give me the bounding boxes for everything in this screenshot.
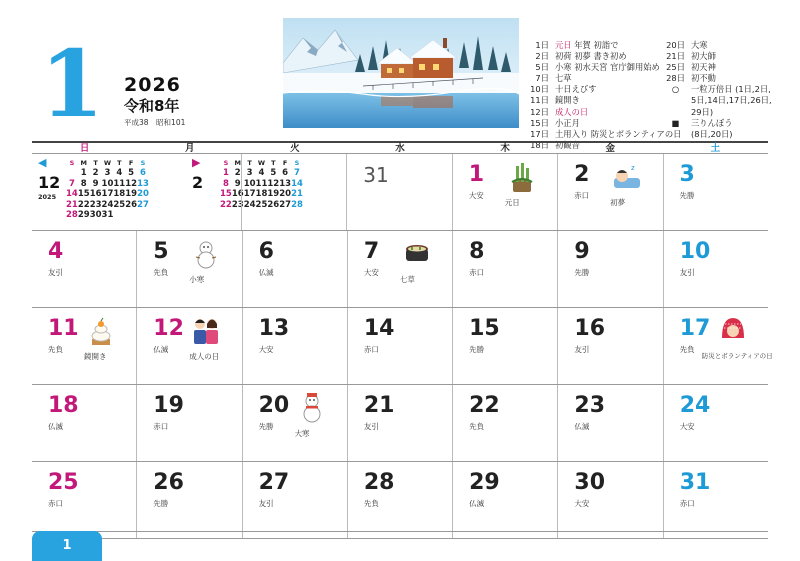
heisei-showa: 平成38 昭和101 [124, 118, 186, 127]
day-number: 11 [48, 316, 79, 341]
event-text: 29日) [691, 106, 714, 117]
day-number: 4 [48, 239, 64, 264]
mini-day: 16 [89, 189, 102, 200]
day-cell [136, 462, 241, 538]
rokuyo-label: 仏滅 [153, 345, 169, 354]
event-label: 小寒 [189, 275, 205, 284]
event-text [555, 118, 580, 129]
day-number: 10 [679, 239, 711, 264]
event-row [666, 51, 772, 62]
day-number: 9 [574, 239, 590, 264]
day-cell [242, 462, 347, 538]
mochi-icon [86, 314, 116, 348]
rokuyo-label: 赤口 [363, 345, 379, 354]
mini-calendar-prev [38, 156, 149, 221]
mini-day: 26 [267, 199, 280, 210]
mini-month: 12 [38, 173, 61, 192]
event-date [666, 95, 685, 106]
event-text: 5日,14日,17日,26日, [691, 95, 772, 106]
day-cell [557, 385, 662, 461]
mini-day: 22 [220, 199, 232, 210]
day-number: 8 [469, 239, 485, 264]
day-cell [452, 462, 557, 538]
mini-head: W [103, 159, 112, 167]
day-cell [346, 154, 451, 230]
rokuyo-label: 先勝 [469, 345, 485, 354]
event-date: 12日 [530, 106, 549, 117]
event-row [528, 118, 681, 129]
day-cell [557, 462, 662, 538]
day-cell [557, 308, 662, 384]
event-row [666, 107, 772, 118]
event-date: 21日 [666, 51, 685, 62]
event-text [555, 107, 588, 118]
day-cell [347, 462, 452, 538]
week-row [32, 231, 768, 308]
mini-head: W [257, 159, 266, 167]
rokuyo-label: 赤口 [48, 499, 63, 508]
event-date: ■ [671, 117, 680, 128]
day-cell [242, 385, 347, 461]
mini-day: 11 [255, 178, 268, 189]
year: 2026 [124, 74, 181, 96]
day-cell [663, 385, 768, 461]
winter-cabin-illustration [283, 18, 519, 128]
mini-day: 12 [125, 178, 138, 189]
day-cell [663, 154, 768, 230]
event-row [666, 73, 772, 84]
rokuyo-label: 先勝 [574, 268, 590, 277]
snowman-icon [191, 237, 221, 271]
event-row [666, 40, 772, 51]
day-number: 25 [48, 470, 79, 495]
mini-day: 7 [68, 178, 75, 189]
mini-head: F [128, 159, 134, 167]
day-number: 3 [679, 162, 695, 187]
event-row [528, 51, 681, 62]
day-number: 17 [679, 316, 711, 341]
mini-table [66, 158, 149, 220]
mini-day: 20 [137, 189, 149, 200]
event-text [555, 84, 597, 95]
event-date: 11日 [530, 95, 549, 106]
mini-calendars-cell [32, 154, 303, 230]
mini-day: 19 [125, 189, 138, 200]
mini-day: 5 [270, 168, 277, 179]
day-number: 15 [469, 316, 500, 341]
event-row [528, 95, 681, 106]
mini-head: S [69, 159, 75, 167]
day-cell [32, 385, 136, 461]
event-part: 小寒 初水天宮 官庁御用始め [555, 62, 660, 73]
weekday-5: 金 [605, 143, 616, 154]
event-label: 七草 [399, 275, 415, 284]
mini-head: M [234, 159, 241, 167]
kadomatsu-icon [507, 160, 537, 194]
day-cell [663, 462, 768, 538]
mini-arrow-icon: ▶ [192, 156, 201, 169]
events-list-right [666, 40, 772, 140]
event-row [528, 73, 681, 84]
mini-day: 14 [66, 189, 78, 200]
rokuyo-label: 大安 [258, 345, 274, 354]
day-cell [347, 231, 452, 307]
day-cell [452, 231, 557, 307]
day-cell [347, 308, 452, 384]
event-date: 2日 [535, 51, 549, 62]
hood-icon [718, 314, 748, 348]
mini-month: 2 [192, 173, 204, 192]
mini-day: 1 [222, 168, 229, 179]
mini-day: 24 [101, 199, 114, 210]
rokuyo-label: 大安 [363, 268, 379, 277]
mini-day: 4 [116, 168, 123, 179]
event-row [666, 95, 772, 106]
day-cell [242, 231, 347, 307]
day-number: 2 [574, 162, 590, 187]
event-text: 大寒 [691, 40, 708, 50]
weekday-1: 月 [184, 143, 195, 154]
month-number: 1 [40, 30, 105, 138]
day-cell [557, 154, 662, 230]
day-number: 22 [469, 393, 500, 418]
event-part: 成人の日 [555, 106, 589, 117]
rokuyo-label: 赤口 [679, 499, 695, 508]
day-number: 1 [468, 162, 485, 187]
mini-head: T [117, 159, 122, 167]
day-cell [663, 308, 773, 384]
rokuyo-label: 先勝 [679, 191, 695, 200]
mini-day: 9 [92, 178, 99, 189]
event-text: 初大師 [691, 51, 716, 62]
events-list-left [528, 40, 682, 154]
event-date [666, 107, 685, 118]
day-number: 13 [258, 316, 290, 341]
couple-icon [191, 314, 221, 348]
weekday-header [32, 141, 768, 154]
event-label: 成人の日 [189, 352, 220, 361]
event-date: ○ [671, 84, 680, 95]
day-number: 27 [258, 470, 290, 495]
event-row [528, 40, 681, 51]
mini-day: 8 [80, 178, 87, 189]
mini-day: 2 [234, 168, 241, 179]
rokuyo-label: 先負 [469, 422, 485, 431]
mini-head: S [140, 159, 146, 167]
event-row [528, 84, 681, 95]
mini-day: 4 [258, 168, 265, 179]
mini-day [113, 210, 125, 220]
mini-arrow-icon: ◀ [38, 156, 47, 169]
weekday-4: 木 [500, 143, 510, 154]
day-number: 29 [469, 470, 500, 495]
mini-day: 15 [77, 189, 90, 200]
event-label: 元日 [504, 198, 520, 207]
mini-day: 19 [267, 189, 280, 200]
rokuyo-label: 赤口 [469, 268, 485, 277]
rokuyo-label: 大安 [679, 422, 695, 431]
event-text: 初不動 [691, 73, 716, 84]
mini-day: 21 [66, 199, 78, 210]
event-text [555, 62, 660, 73]
rokuyo-label: 友引 [363, 422, 379, 431]
rokuyo-label: 友引 [258, 499, 274, 508]
calendar-grid [32, 141, 773, 539]
mini-day: 28 [291, 199, 303, 210]
event-part: 元日 [555, 40, 572, 50]
mini-day: 10 [101, 178, 114, 189]
page-tab: 1 [32, 531, 102, 561]
event-text [555, 129, 681, 140]
event-label: 防災とボランティアの日 [701, 352, 773, 360]
rokuyo-label: 先負 [679, 345, 695, 354]
event-part: 十日えびす [555, 84, 597, 95]
event-text [555, 73, 572, 84]
day-cell [136, 308, 241, 384]
rokuyo-label: 先負 [48, 345, 63, 354]
mini-day [66, 168, 78, 178]
mini-head: S [223, 159, 229, 167]
snowman2-icon [297, 391, 327, 425]
day-number: 6 [258, 239, 274, 264]
mini-day: 3 [104, 168, 111, 179]
weekday-0: 日 [79, 143, 90, 154]
mini-day: 26 [125, 199, 138, 210]
rokuyo-label: 仏滅 [48, 422, 63, 431]
mini-day: 10 [243, 178, 256, 189]
event-part: 鏡開き [555, 95, 580, 106]
event-row [528, 62, 681, 73]
event-label: 大寒 [294, 429, 310, 438]
day-number: 7 [363, 239, 380, 264]
reiwa-year: 令和8年 [124, 97, 180, 115]
week-row [32, 385, 768, 462]
day-cell [452, 154, 557, 230]
event-part: 年賀 初詣で [571, 40, 619, 50]
event-text: 一粒万倍日 (1日,2日, [691, 84, 771, 95]
event-text [555, 40, 618, 51]
mini-day [137, 210, 149, 220]
event-part: 初観音 [555, 139, 580, 150]
day-number: 14 [363, 316, 395, 341]
event-row [528, 107, 681, 118]
mini-day: 15 [220, 189, 232, 200]
day-number: 12 [153, 316, 184, 341]
mini-day: 8 [222, 178, 229, 189]
event-row [528, 129, 681, 140]
mini-day: 6 [282, 168, 289, 179]
mini-month-col [192, 158, 218, 192]
event-text: 三りんぼう [691, 117, 733, 128]
rokuyo-label: 仏滅 [469, 499, 485, 508]
rokuyo-label: 先勝 [258, 422, 274, 431]
mini-day: 24 [243, 199, 256, 210]
year-block [124, 74, 185, 128]
day-number: 31 [679, 470, 711, 495]
rokuyo-label: 友引 [679, 268, 695, 277]
mini-day: 17 [101, 189, 114, 200]
mini-head: T [271, 159, 276, 167]
day-cell [136, 385, 241, 461]
mini-head: S [294, 159, 300, 167]
day-cell [347, 385, 452, 461]
mini-head: M [80, 159, 87, 167]
pot-icon [402, 237, 432, 271]
event-part: 土用入り 防災とボランティアの日 [555, 128, 682, 139]
day-number: 28 [363, 470, 395, 495]
rokuyo-label: 赤口 [153, 422, 169, 431]
mini-day: 16 [231, 189, 244, 200]
event-date: 25日 [666, 62, 685, 73]
mini-day: 25 [113, 199, 126, 210]
mini-day: 23 [89, 199, 102, 210]
event-row [666, 129, 772, 140]
rokuyo-label: 仏滅 [258, 268, 274, 277]
rokuyo-label: 先負 [363, 499, 379, 508]
event-row [666, 118, 772, 129]
mini-day: 13 [279, 178, 292, 189]
rokuyo-label: 仏滅 [574, 422, 590, 431]
day-cell [557, 231, 662, 307]
rokuyo-label: 友引 [48, 268, 63, 277]
mini-day: 22 [77, 199, 90, 210]
mini-day: 29 [77, 210, 90, 221]
event-text: 初天神 [691, 62, 716, 73]
rokuyo-label: 友引 [574, 345, 590, 354]
day-cell [32, 308, 136, 384]
day-number: 19 [153, 393, 184, 418]
day-cell [663, 231, 768, 307]
mini-day: 2 [92, 168, 99, 179]
weekday-3: 水 [395, 143, 405, 154]
rokuyo-label: 先勝 [153, 499, 169, 508]
event-text [555, 51, 627, 62]
event-row [666, 62, 772, 73]
day-cell [136, 231, 241, 307]
day-number: 30 [574, 470, 606, 495]
mini-day [125, 210, 137, 220]
event-date: 28日 [666, 73, 685, 84]
mini-day: 30 [89, 210, 102, 221]
weekday-6: 土 [710, 143, 721, 154]
week-row [32, 462, 768, 539]
svg-text:z: z [631, 164, 635, 172]
mini-day: 7 [294, 168, 300, 179]
day-cell [452, 385, 557, 461]
mini-day: 3 [246, 168, 253, 179]
week-row [32, 154, 768, 231]
day-cell [32, 462, 136, 538]
day-cell [32, 231, 136, 307]
mini-day: 5 [128, 168, 135, 179]
mini-day: 31 [101, 210, 114, 221]
event-label: 初夢 [610, 198, 626, 207]
event-date: 17日 [530, 128, 549, 139]
mini-day: 21 [291, 189, 303, 200]
event-part: 初荷 初夢 書き初め [555, 51, 627, 62]
rokuyo-label: 大安 [574, 499, 590, 508]
event-part: 七草 [555, 73, 572, 84]
mini-head: T [93, 159, 98, 167]
mini-day: 9 [234, 178, 241, 189]
event-text: (8日,20日) [691, 128, 733, 139]
day-number: 18 [48, 393, 79, 418]
footer-line [32, 531, 768, 561]
mini-day: 13 [137, 178, 149, 189]
mini-day: 11 [113, 178, 126, 189]
mini-day: 12 [267, 178, 280, 189]
mini-day: 18 [255, 189, 268, 200]
mini-head: F [282, 159, 288, 167]
day-number: 20 [258, 393, 290, 418]
event-date: 10日 [530, 84, 549, 95]
rokuyo-label: 先負 [153, 268, 169, 277]
week-row [32, 308, 773, 385]
day-cell [242, 308, 347, 384]
mini-day: 6 [140, 168, 146, 179]
day-number: 16 [574, 316, 606, 341]
rokuyo-label: 大安 [468, 191, 484, 200]
event-date: 7日 [535, 73, 549, 84]
day-number: 23 [574, 393, 606, 418]
mini-head: T [247, 159, 252, 167]
mini-day: 20 [279, 189, 292, 200]
event-label: 鏡開き [84, 352, 107, 361]
mini-day: 25 [255, 199, 268, 210]
mini-day: 1 [80, 168, 87, 179]
event-date: 1日 [535, 40, 549, 50]
weekday-2: 火 [290, 143, 300, 154]
mini-day: 17 [243, 189, 256, 200]
mini-year: 2025 [38, 193, 57, 201]
event-date: 15日 [530, 117, 549, 128]
mini-day: 14 [291, 178, 303, 189]
rokuyo-label: 赤口 [574, 191, 590, 200]
day-number: 21 [363, 393, 395, 418]
event-date: 18日 [530, 139, 549, 150]
event-row [666, 84, 772, 95]
event-date: 20日 [666, 40, 685, 50]
mini-day: 27 [279, 199, 292, 210]
mini-day: 18 [113, 189, 126, 200]
event-date [666, 129, 685, 140]
sleep-icon [612, 160, 642, 194]
day-number: 26 [153, 470, 184, 495]
event-part: 小正月 [555, 117, 580, 128]
event-date: 5日 [535, 62, 549, 73]
day-number: 31 [363, 163, 389, 187]
day-number: 5 [153, 239, 169, 264]
mini-day: 28 [66, 210, 78, 221]
event-text [555, 95, 580, 106]
mini-calendar-next [192, 156, 303, 210]
mini-day: 27 [137, 199, 149, 210]
mini-day: 23 [231, 199, 244, 210]
day-cell [452, 308, 557, 384]
mini-month-col [38, 158, 64, 202]
day-cell-empty [241, 154, 346, 230]
day-number: 24 [679, 393, 711, 418]
